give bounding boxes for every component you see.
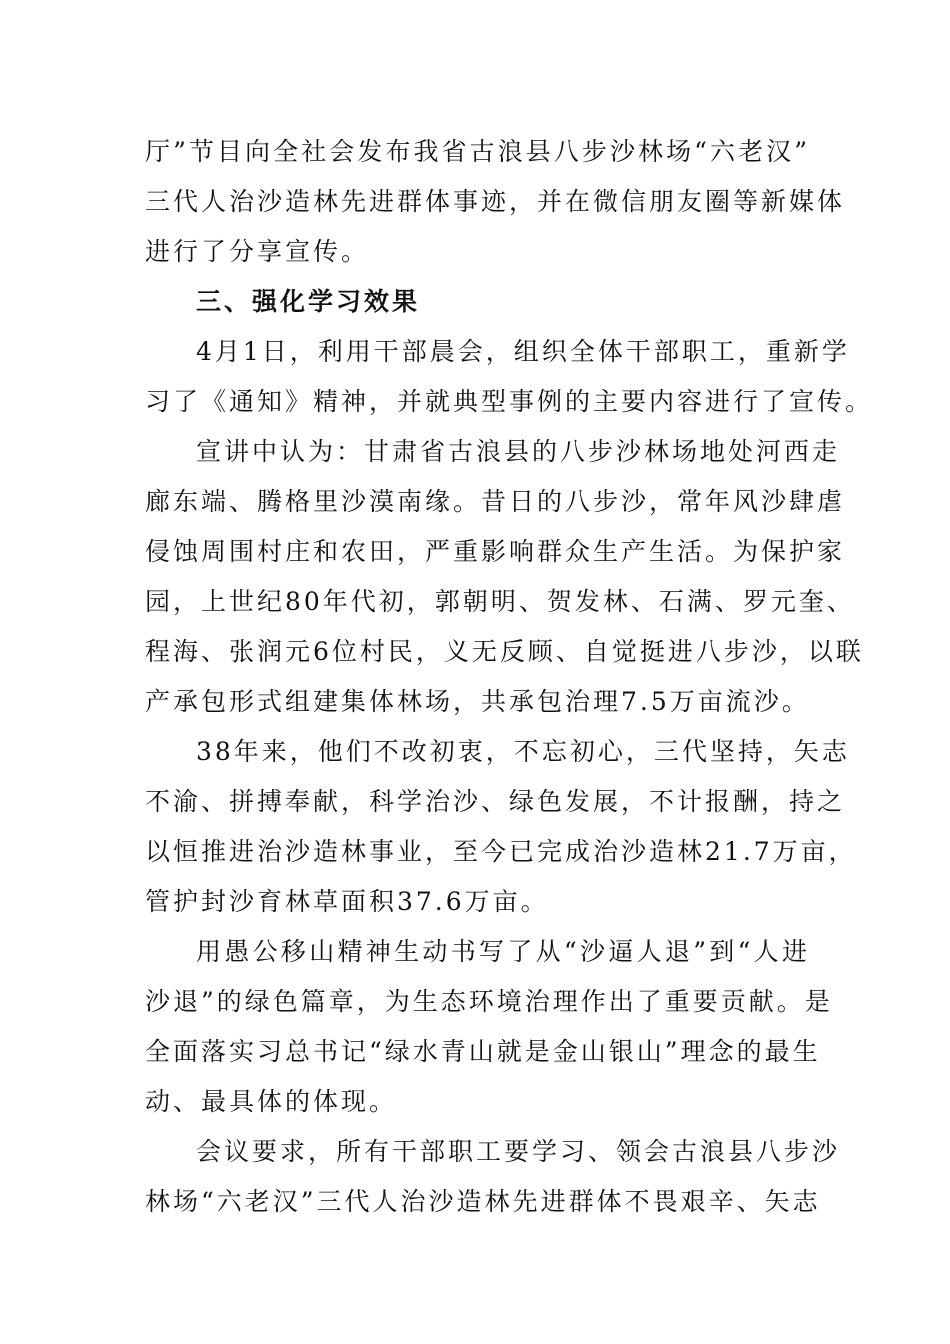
- paragraph-3-line-2: 廊东端、腾格里沙漠南缘。昔日的八步沙，常年风沙肆虐: [145, 487, 846, 516]
- paragraph-3-line-4: 园，上世纪80年代初，郭朝明、贺发林、石满、罗元奎、: [145, 587, 855, 616]
- paragraph-3-line-3: 侵蚀周围村庄和农田，严重影响群众生产生活。为保护家: [145, 537, 846, 566]
- paragraph-5-line-4: 动、最具体的体现。: [145, 1087, 398, 1116]
- paragraph-4-line-3: 以恒推进治沙造林事业，至今已完成治沙造林21.7万亩，: [145, 837, 857, 866]
- paragraph-6-line-2: 林场“六老汉”三代人治沙造林先进群体不畏艰辛、矢志: [145, 1187, 821, 1216]
- paragraph-3-line-5: 程海、张润元6位村民，义无反顾、自觉挺进八步沙，以联: [145, 637, 864, 666]
- paragraph-5-line-2: 沙退”的绿色篇章，为生态环境治理作出了重要贡献。是: [145, 987, 833, 1016]
- section-heading: 三、强化学习效果: [196, 287, 421, 316]
- paragraph-6-line-1: 会议要求，所有干部职工要学习、领会古浪县八步沙: [196, 1137, 841, 1166]
- paragraph-5-line-3: 全面落实习总书记“绿水青山就是金山银山”理念的最生: [145, 1037, 821, 1066]
- paragraph-4-line-2: 不渝、拼搏奉献，科学治沙、绿色发展，不计报酬，持之: [145, 787, 846, 816]
- paragraph-1-line-2: 三代人治沙造林先进群体事迹，并在微信朋友圈等新媒体: [145, 187, 846, 216]
- paragraph-1-line-1: 厅”节目向全社会发布我省古浪县八步沙林场“六老汉”: [145, 137, 810, 166]
- paragraph-4-line-1: 38年来，他们不改初衷，不忘初心，三代坚持，矢志: [196, 737, 850, 766]
- paragraph-3-line-1: 宣讲中认为：甘肃省古浪县的八步沙林场地处河西走: [196, 437, 841, 466]
- paragraph-2-line-1: 4月1日，利用干部晨会，组织全体干部职工，重新学: [196, 337, 850, 366]
- paragraph-1-line-3: 进行了分享宣传。: [145, 237, 370, 266]
- paragraph-2-line-2: 习了《通知》精神，并就典型事例的主要内容进行了宣传。: [145, 387, 874, 416]
- paragraph-3-line-6: 产承包形式组建集体林场，共承包治理7.5万亩流沙。: [145, 687, 810, 716]
- paragraph-4-line-4: 管护封沙育林草面积37.6万亩。: [145, 887, 549, 916]
- paragraph-5-line-1: 用愚公移山精神生动书写了从“沙逼人退”到“人进: [196, 937, 810, 966]
